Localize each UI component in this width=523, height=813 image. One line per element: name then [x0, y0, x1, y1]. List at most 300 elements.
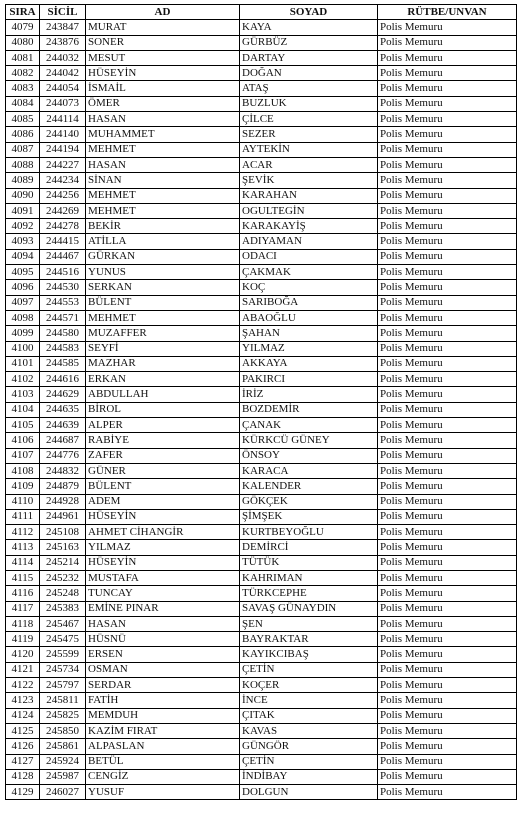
- cell-sicil: 245248: [40, 586, 86, 601]
- cell-sicil: 244585: [40, 356, 86, 371]
- cell-soyad: DARTAY: [240, 50, 378, 65]
- cell-ad: MEHMET: [86, 203, 240, 218]
- table-row: [6, 142, 517, 157]
- table-row: [6, 326, 517, 341]
- cell-sira: 4095: [6, 265, 40, 280]
- cell-rutbe: Polis Memuru: [378, 678, 517, 693]
- table-row: [6, 693, 517, 708]
- table-row: [6, 463, 517, 478]
- cell-ad: HASAN: [86, 112, 240, 127]
- cell-sicil: 244114: [40, 112, 86, 127]
- table-row: [6, 356, 517, 371]
- cell-sira: 4094: [6, 249, 40, 264]
- cell-rutbe: Polis Memuru: [378, 616, 517, 631]
- cell-rutbe: Polis Memuru: [378, 540, 517, 555]
- table-row: [6, 754, 517, 769]
- cell-rutbe: Polis Memuru: [378, 739, 517, 754]
- cell-sira: 4087: [6, 142, 40, 157]
- cell-soyad: DOĞAN: [240, 66, 378, 81]
- cell-sira: 4113: [6, 540, 40, 555]
- cell-ad: ERSEN: [86, 647, 240, 662]
- cell-sicil: 245825: [40, 708, 86, 723]
- cell-sira: 4110: [6, 494, 40, 509]
- cell-sicil: 244687: [40, 433, 86, 448]
- cell-sicil: 245734: [40, 662, 86, 677]
- header-sicil: SİCİL: [40, 5, 86, 20]
- cell-rutbe: Polis Memuru: [378, 708, 517, 723]
- cell-rutbe: Polis Memuru: [378, 632, 517, 647]
- cell-soyad: ŞEVİK: [240, 173, 378, 188]
- cell-rutbe: Polis Memuru: [378, 785, 517, 800]
- cell-soyad: ÇETİN: [240, 754, 378, 769]
- cell-sira: 4099: [6, 326, 40, 341]
- table-row: [6, 418, 517, 433]
- cell-ad: HÜSNÜ: [86, 632, 240, 647]
- cell-sira: 4109: [6, 479, 40, 494]
- cell-sicil: 245811: [40, 693, 86, 708]
- cell-sira: 4083: [6, 81, 40, 96]
- cell-ad: MEHMET: [86, 310, 240, 325]
- cell-soyad: PAKIRCI: [240, 372, 378, 387]
- table-row: [6, 570, 517, 585]
- cell-sicil: 245467: [40, 616, 86, 631]
- cell-sira: 4093: [6, 234, 40, 249]
- cell-rutbe: Polis Memuru: [378, 723, 517, 738]
- cell-rutbe: Polis Memuru: [378, 157, 517, 172]
- cell-ad: BÜLENT: [86, 479, 240, 494]
- cell-ad: HÜSEYİN: [86, 555, 240, 570]
- cell-ad: ALPASLAN: [86, 739, 240, 754]
- cell-sira: 4112: [6, 525, 40, 540]
- cell-soyad: ŞAHAN: [240, 326, 378, 341]
- cell-rutbe: Polis Memuru: [378, 50, 517, 65]
- cell-sicil: 244928: [40, 494, 86, 509]
- cell-ad: HÜSEYİN: [86, 66, 240, 81]
- cell-ad: BETÜL: [86, 754, 240, 769]
- cell-sira: 4096: [6, 280, 40, 295]
- cell-ad: FATİH: [86, 693, 240, 708]
- cell-sicil: 245232: [40, 570, 86, 585]
- table-row: [6, 448, 517, 463]
- cell-soyad: ATAŞ: [240, 81, 378, 96]
- cell-sicil: 244415: [40, 234, 86, 249]
- table-row: [6, 586, 517, 601]
- cell-soyad: TÜRKCEPHE: [240, 586, 378, 601]
- cell-sicil: 244194: [40, 142, 86, 157]
- cell-ad: OSMAN: [86, 662, 240, 677]
- cell-sicil: 244516: [40, 265, 86, 280]
- cell-sira: 4089: [6, 173, 40, 188]
- cell-sira: 4086: [6, 127, 40, 142]
- table-row: [6, 739, 517, 754]
- cell-ad: TUNCAY: [86, 586, 240, 601]
- cell-sicil: 245163: [40, 540, 86, 555]
- cell-soyad: ŞİMŞEK: [240, 509, 378, 524]
- cell-ad: ABDULLAH: [86, 387, 240, 402]
- cell-rutbe: Polis Memuru: [378, 96, 517, 111]
- cell-sicil: 244140: [40, 127, 86, 142]
- cell-soyad: YILMAZ: [240, 341, 378, 356]
- table-row: [6, 341, 517, 356]
- cell-ad: MAZHAR: [86, 356, 240, 371]
- cell-soyad: KOÇ: [240, 280, 378, 295]
- header-rutbe: RÜTBE/UNVAN: [378, 5, 517, 20]
- cell-rutbe: Polis Memuru: [378, 356, 517, 371]
- cell-rutbe: Polis Memuru: [378, 372, 517, 387]
- cell-ad: BİROL: [86, 402, 240, 417]
- cell-sira: 4088: [6, 157, 40, 172]
- cell-rutbe: Polis Memuru: [378, 586, 517, 601]
- cell-sira: 4079: [6, 20, 40, 35]
- cell-sira: 4085: [6, 112, 40, 127]
- cell-soyad: TÜTÜK: [240, 555, 378, 570]
- cell-sira: 4084: [6, 96, 40, 111]
- table-row: [6, 509, 517, 524]
- cell-soyad: SEZER: [240, 127, 378, 142]
- cell-ad: ADEM: [86, 494, 240, 509]
- cell-soyad: ÇITAK: [240, 708, 378, 723]
- cell-ad: ERKAN: [86, 372, 240, 387]
- cell-sicil: 244227: [40, 157, 86, 172]
- cell-ad: MURAT: [86, 20, 240, 35]
- cell-soyad: KAVAS: [240, 723, 378, 738]
- cell-sicil: 244832: [40, 463, 86, 478]
- cell-sicil: 244530: [40, 280, 86, 295]
- cell-ad: SERKAN: [86, 280, 240, 295]
- cell-soyad: KARAHAN: [240, 188, 378, 203]
- cell-rutbe: Polis Memuru: [378, 295, 517, 310]
- cell-sicil: 244234: [40, 173, 86, 188]
- cell-sira: 4125: [6, 723, 40, 738]
- cell-soyad: SARIBOĞA: [240, 295, 378, 310]
- table-body: [6, 20, 517, 800]
- cell-sicil: 245383: [40, 601, 86, 616]
- cell-sira: 4100: [6, 341, 40, 356]
- cell-soyad: BAYRAKTAR: [240, 632, 378, 647]
- cell-rutbe: Polis Memuru: [378, 448, 517, 463]
- cell-sira: 4082: [6, 66, 40, 81]
- cell-soyad: ÇETİN: [240, 662, 378, 677]
- cell-sicil: 244073: [40, 96, 86, 111]
- cell-ad: GÜNER: [86, 463, 240, 478]
- cell-ad: MUHAMMET: [86, 127, 240, 142]
- table-row: [6, 219, 517, 234]
- cell-ad: HASAN: [86, 616, 240, 631]
- cell-sicil: 246027: [40, 785, 86, 800]
- cell-sira: 4128: [6, 769, 40, 784]
- cell-rutbe: Polis Memuru: [378, 402, 517, 417]
- cell-ad: SERDAR: [86, 678, 240, 693]
- cell-soyad: ADIYAMAN: [240, 234, 378, 249]
- cell-rutbe: Polis Memuru: [378, 66, 517, 81]
- cell-soyad: ABAOĞLU: [240, 310, 378, 325]
- header-soyad: SOYAD: [240, 5, 378, 20]
- cell-rutbe: Polis Memuru: [378, 81, 517, 96]
- cell-rutbe: Polis Memuru: [378, 142, 517, 157]
- cell-sicil: 244553: [40, 295, 86, 310]
- cell-sicil: 244032: [40, 50, 86, 65]
- cell-sira: 4120: [6, 647, 40, 662]
- header-ad: AD: [86, 5, 240, 20]
- cell-sicil: 244467: [40, 249, 86, 264]
- cell-ad: HASAN: [86, 157, 240, 172]
- cell-soyad: İNCE: [240, 693, 378, 708]
- cell-ad: ÖMER: [86, 96, 240, 111]
- cell-ad: HÜSEYİN: [86, 509, 240, 524]
- cell-sira: 4111: [6, 509, 40, 524]
- cell-soyad: KALENDER: [240, 479, 378, 494]
- table-row: [6, 265, 517, 280]
- cell-sicil: 245861: [40, 739, 86, 754]
- cell-sicil: 244269: [40, 203, 86, 218]
- cell-soyad: GÖKÇEK: [240, 494, 378, 509]
- cell-rutbe: Polis Memuru: [378, 203, 517, 218]
- table-row: [6, 723, 517, 738]
- cell-sicil: 244616: [40, 372, 86, 387]
- cell-soyad: AYTEKİN: [240, 142, 378, 157]
- cell-soyad: KAHRIMAN: [240, 570, 378, 585]
- cell-sira: 4121: [6, 662, 40, 677]
- cell-sira: 4092: [6, 219, 40, 234]
- cell-soyad: KAYIKCIBAŞ: [240, 647, 378, 662]
- cell-soyad: ACAR: [240, 157, 378, 172]
- cell-soyad: KURTBEYOĞLU: [240, 525, 378, 540]
- table-row: [6, 81, 517, 96]
- cell-sira: 4107: [6, 448, 40, 463]
- cell-sicil: 243847: [40, 20, 86, 35]
- cell-ad: CENGİZ: [86, 769, 240, 784]
- cell-sicil: 244042: [40, 66, 86, 81]
- table-row: [6, 127, 517, 142]
- table-row: [6, 387, 517, 402]
- cell-ad: YILMAZ: [86, 540, 240, 555]
- cell-sicil: 245214: [40, 555, 86, 570]
- cell-sicil: 244961: [40, 509, 86, 524]
- cell-sira: 4129: [6, 785, 40, 800]
- table-row: [6, 662, 517, 677]
- cell-ad: YUSUF: [86, 785, 240, 800]
- cell-sicil: 244054: [40, 81, 86, 96]
- cell-sicil: 244776: [40, 448, 86, 463]
- cell-rutbe: Polis Memuru: [378, 754, 517, 769]
- cell-sira: 4117: [6, 601, 40, 616]
- cell-ad: GÜRKAN: [86, 249, 240, 264]
- cell-rutbe: Polis Memuru: [378, 249, 517, 264]
- table-row: [6, 66, 517, 81]
- cell-rutbe: Polis Memuru: [378, 647, 517, 662]
- cell-rutbe: Polis Memuru: [378, 20, 517, 35]
- cell-sira: 4118: [6, 616, 40, 631]
- cell-rutbe: Polis Memuru: [378, 525, 517, 540]
- table-row: [6, 785, 517, 800]
- cell-rutbe: Polis Memuru: [378, 601, 517, 616]
- cell-ad: BÜLENT: [86, 295, 240, 310]
- cell-soyad: KOÇER: [240, 678, 378, 693]
- table-row: [6, 616, 517, 631]
- cell-soyad: BUZLUK: [240, 96, 378, 111]
- cell-soyad: İNDİBAY: [240, 769, 378, 784]
- cell-sicil: 244256: [40, 188, 86, 203]
- table-row: [6, 50, 517, 65]
- cell-ad: SİNAN: [86, 173, 240, 188]
- cell-rutbe: Polis Memuru: [378, 127, 517, 142]
- cell-ad: RABİYE: [86, 433, 240, 448]
- cell-soyad: ÇANAK: [240, 418, 378, 433]
- cell-sicil: 245599: [40, 647, 86, 662]
- cell-ad: BEKİR: [86, 219, 240, 234]
- cell-sira: 4119: [6, 632, 40, 647]
- cell-rutbe: Polis Memuru: [378, 280, 517, 295]
- table-row: [6, 647, 517, 662]
- cell-sicil: 245924: [40, 754, 86, 769]
- cell-rutbe: Polis Memuru: [378, 769, 517, 784]
- cell-rutbe: Polis Memuru: [378, 509, 517, 524]
- table-row: [6, 433, 517, 448]
- cell-rutbe: Polis Memuru: [378, 234, 517, 249]
- table-row: [6, 479, 517, 494]
- cell-sira: 4101: [6, 356, 40, 371]
- cell-rutbe: Polis Memuru: [378, 494, 517, 509]
- cell-sira: 4124: [6, 708, 40, 723]
- table-row: [6, 372, 517, 387]
- cell-sira: 4122: [6, 678, 40, 693]
- table-row: [6, 525, 517, 540]
- cell-soyad: KÜRKCÜ GÜNEY: [240, 433, 378, 448]
- cell-ad: MESUT: [86, 50, 240, 65]
- cell-rutbe: Polis Memuru: [378, 219, 517, 234]
- table-row: [6, 20, 517, 35]
- cell-sira: 4080: [6, 35, 40, 50]
- table-row: [6, 310, 517, 325]
- cell-sicil: 244629: [40, 387, 86, 402]
- cell-soyad: KAYA: [240, 20, 378, 35]
- cell-sicil: 245797: [40, 678, 86, 693]
- cell-sira: 4126: [6, 739, 40, 754]
- cell-sicil: 244278: [40, 219, 86, 234]
- cell-sira: 4108: [6, 463, 40, 478]
- cell-sicil: 244580: [40, 326, 86, 341]
- cell-rutbe: Polis Memuru: [378, 570, 517, 585]
- cell-sira: 4098: [6, 310, 40, 325]
- table-row: [6, 203, 517, 218]
- table-row: [6, 112, 517, 127]
- cell-ad: İSMAİL: [86, 81, 240, 96]
- cell-sira: 4091: [6, 203, 40, 218]
- cell-ad: ZAFER: [86, 448, 240, 463]
- cell-rutbe: Polis Memuru: [378, 310, 517, 325]
- cell-rutbe: Polis Memuru: [378, 341, 517, 356]
- table-row: [6, 678, 517, 693]
- cell-rutbe: Polis Memuru: [378, 479, 517, 494]
- cell-sira: 4106: [6, 433, 40, 448]
- cell-soyad: ÖNSOY: [240, 448, 378, 463]
- cell-rutbe: Polis Memuru: [378, 433, 517, 448]
- table-row: [6, 769, 517, 784]
- cell-sira: 4090: [6, 188, 40, 203]
- cell-rutbe: Polis Memuru: [378, 112, 517, 127]
- cell-soyad: DOLGUN: [240, 785, 378, 800]
- cell-soyad: KARACA: [240, 463, 378, 478]
- cell-soyad: AKKAYA: [240, 356, 378, 371]
- cell-rutbe: Polis Memuru: [378, 188, 517, 203]
- cell-sicil: 244635: [40, 402, 86, 417]
- table-row: [6, 632, 517, 647]
- cell-sira: 4123: [6, 693, 40, 708]
- table-row: [6, 234, 517, 249]
- cell-rutbe: Polis Memuru: [378, 265, 517, 280]
- table-row: [6, 402, 517, 417]
- cell-ad: MUSTAFA: [86, 570, 240, 585]
- cell-sicil: 244879: [40, 479, 86, 494]
- table-row: [6, 540, 517, 555]
- cell-soyad: ODACI: [240, 249, 378, 264]
- cell-ad: ATİLLA: [86, 234, 240, 249]
- cell-sira: 4127: [6, 754, 40, 769]
- cell-soyad: GÜRBÜZ: [240, 35, 378, 50]
- cell-ad: AHMET CİHANGİR: [86, 525, 240, 540]
- table-row: [6, 601, 517, 616]
- table-row: [6, 494, 517, 509]
- cell-sira: 4097: [6, 295, 40, 310]
- cell-sira: 4104: [6, 402, 40, 417]
- cell-soyad: İRİZ: [240, 387, 378, 402]
- cell-sira: 4102: [6, 372, 40, 387]
- table-row: [6, 280, 517, 295]
- cell-sicil: 245850: [40, 723, 86, 738]
- cell-soyad: GÜNGÖR: [240, 739, 378, 754]
- cell-soyad: KARAKAYİŞ: [240, 219, 378, 234]
- cell-sicil: 245475: [40, 632, 86, 647]
- cell-sicil: 244571: [40, 310, 86, 325]
- cell-soyad: BOZDEMİR: [240, 402, 378, 417]
- cell-ad: YUNUS: [86, 265, 240, 280]
- table-row: [6, 157, 517, 172]
- cell-sira: 4116: [6, 586, 40, 601]
- cell-ad: MEHMET: [86, 142, 240, 157]
- table-row: [6, 708, 517, 723]
- cell-soyad: DEMİRCİ: [240, 540, 378, 555]
- cell-ad: EMİNE PINAR: [86, 601, 240, 616]
- cell-ad: MEMDUH: [86, 708, 240, 723]
- table-row: [6, 249, 517, 264]
- cell-soyad: ÇİLCE: [240, 112, 378, 127]
- cell-ad: ALPER: [86, 418, 240, 433]
- cell-soyad: ÇAKMAK: [240, 265, 378, 280]
- header-sira: SIRA: [6, 5, 40, 20]
- table-header-row: [6, 5, 517, 20]
- cell-soyad: OGULTEGİN: [240, 203, 378, 218]
- cell-sira: 4105: [6, 418, 40, 433]
- cell-sicil: 244639: [40, 418, 86, 433]
- cell-sira: 4103: [6, 387, 40, 402]
- cell-ad: MEHMET: [86, 188, 240, 203]
- cell-sicil: 245108: [40, 525, 86, 540]
- cell-rutbe: Polis Memuru: [378, 555, 517, 570]
- personnel-table: [5, 4, 517, 800]
- cell-rutbe: Polis Memuru: [378, 463, 517, 478]
- cell-sicil: 243876: [40, 35, 86, 50]
- cell-soyad: ŞEN: [240, 616, 378, 631]
- cell-sicil: 245987: [40, 769, 86, 784]
- table-row: [6, 35, 517, 50]
- cell-sicil: 244583: [40, 341, 86, 356]
- cell-rutbe: Polis Memuru: [378, 662, 517, 677]
- cell-sira: 4081: [6, 50, 40, 65]
- cell-rutbe: Polis Memuru: [378, 387, 517, 402]
- cell-sira: 4115: [6, 570, 40, 585]
- cell-ad: SEYFİ: [86, 341, 240, 356]
- cell-rutbe: Polis Memuru: [378, 418, 517, 433]
